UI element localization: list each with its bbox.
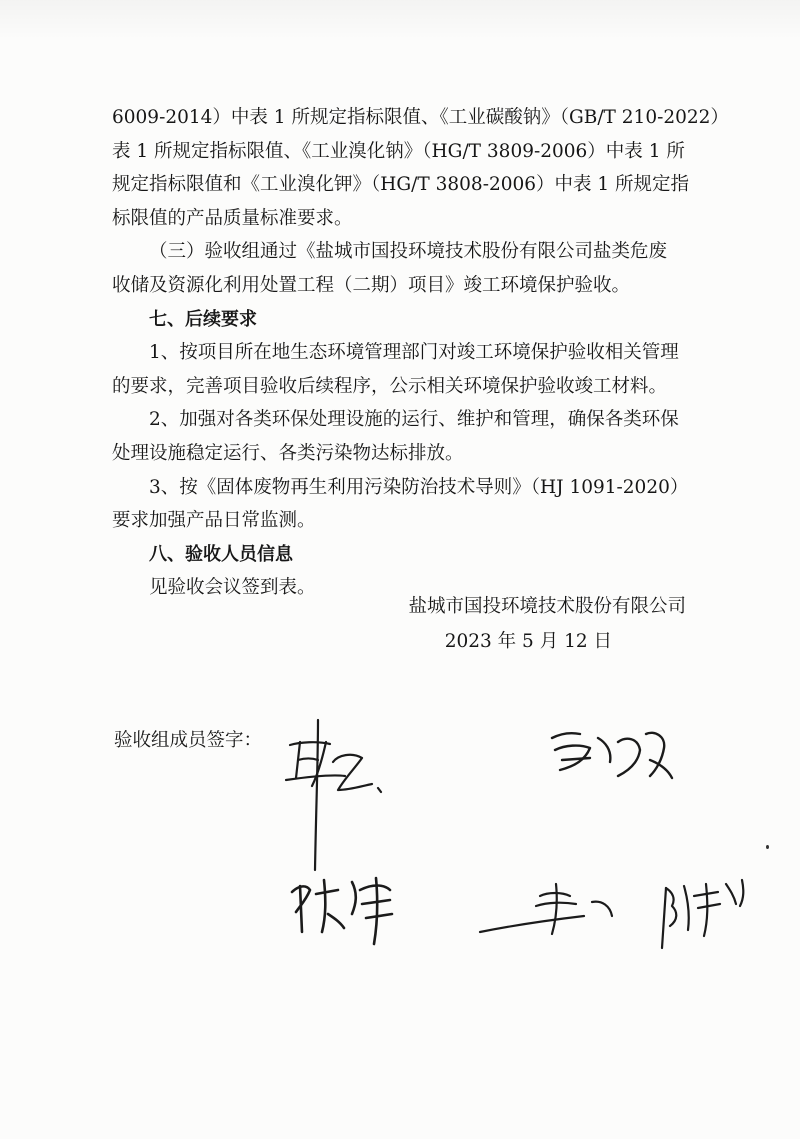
paragraph-line: 处理设施稳定运行、各类污染物达标排放。 (112, 442, 464, 464)
paragraph-line: 收储及资源化利用处置工程（二期）项目》竣工环境保护验收。 (112, 274, 631, 296)
paragraph-line: 标限值的产品质量标准要求。 (112, 207, 353, 229)
paragraph-line: 的要求，完善项目验收后续程序，公示相关环境保护验收竣工材料。 (112, 375, 668, 397)
handwritten-signature-5 (662, 880, 743, 948)
handwritten-signature-4 (480, 884, 612, 934)
paragraph-line: 3、按《固体废物再生利用污染防治技术导则》（HJ 1091-2020） (149, 476, 689, 498)
document-date: 2023 年 5 月 12 日 (444, 631, 612, 652)
paragraph-line: 要求加强产品日常监测。 (112, 510, 316, 532)
members-signature-label: 验收组成员签字： (114, 730, 263, 751)
handwritten-signature-3 (292, 878, 392, 944)
paragraph-line: 6009-2014）中表 1 所规定指标限值、《工业碳酸钠》（GB/T 210-2022） (112, 107, 729, 128)
paragraph-line: 2、加强对各类环保处理设施的运行、维护和管理，确保各类环保 (149, 409, 679, 431)
handwritten-signature-2 (552, 733, 672, 778)
document-body (112, 101, 729, 605)
paragraph-line: 表 1 所规定指标限值、《工业溴化钠》（HG/T 3809-2006）中表 1 所 (112, 140, 685, 162)
paragraph-line: 1、按项目所在地生态环境管理部门对竣工环境保护验收相关管理 (149, 342, 679, 364)
scan-speck (766, 845, 769, 849)
company-name: 盐城市国投环境技术股份有限公司 (408, 596, 686, 617)
handwritten-signature-1 (286, 720, 381, 870)
paragraph-line: 规定指标限值和《工业溴化钾》（HG/T 3808-2006）中表 1 所规定指 (112, 174, 690, 196)
paragraph-line: （三）验收组通过《盐城市国投环境技术股份有限公司盐类危废 (149, 241, 668, 263)
section-heading: 八、验收人员信息 (149, 543, 293, 565)
paragraph-line: 见验收会议签到表。 (149, 577, 316, 599)
section-heading: 七、后续要求 (149, 308, 257, 330)
